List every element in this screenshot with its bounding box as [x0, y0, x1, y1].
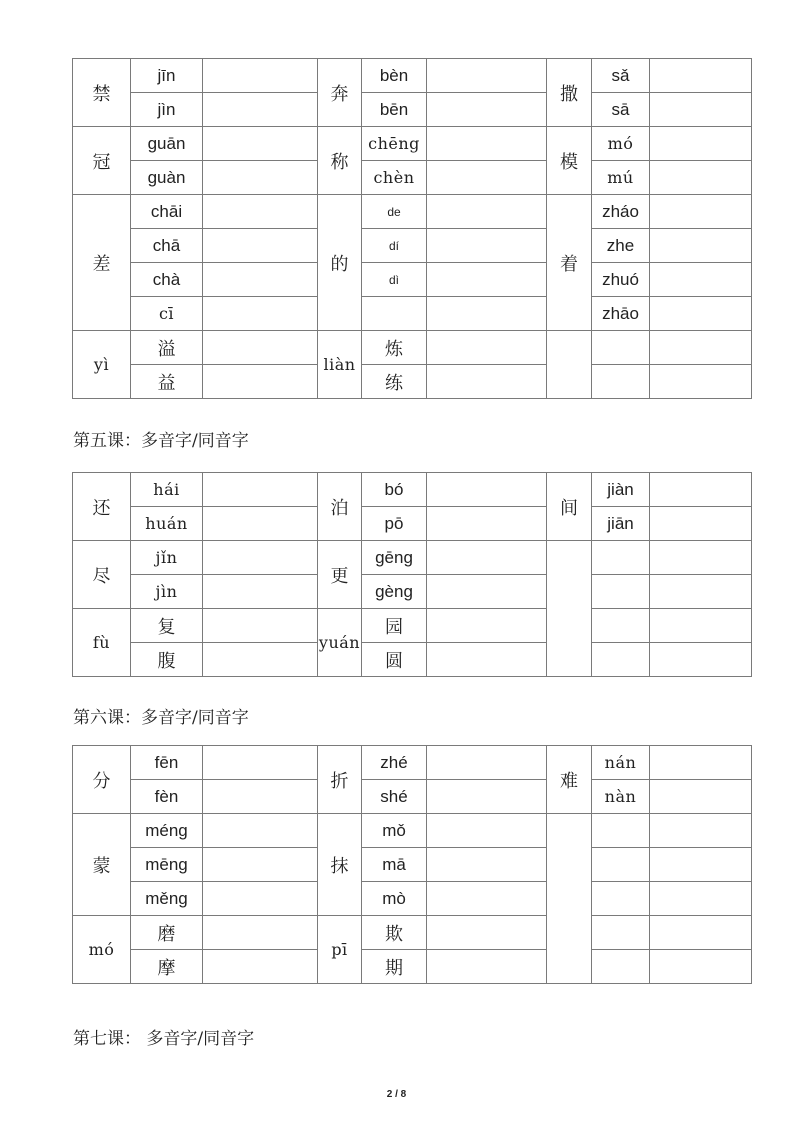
pinyin-cell: gēng — [362, 541, 427, 575]
character-cell: 腹 — [131, 643, 203, 677]
answer-blank[interactable] — [650, 365, 752, 399]
answer-blank[interactable] — [203, 93, 318, 127]
character-cell: 更 — [318, 541, 362, 609]
worksheet-table-1 — [72, 58, 752, 399]
pinyin-cell: jīn — [131, 59, 203, 93]
answer-blank[interactable] — [203, 263, 318, 297]
pinyin-cell: dì — [362, 263, 427, 297]
character-cell: 练 — [362, 365, 427, 399]
answer-blank[interactable] — [427, 473, 547, 507]
character-cell: 折 — [318, 746, 362, 814]
answer-blank[interactable] — [427, 93, 547, 127]
answer-blank[interactable] — [427, 916, 547, 950]
answer-blank[interactable] — [427, 848, 547, 882]
pinyin-cell: chèn — [362, 161, 427, 195]
pinyin-cell: méng — [131, 814, 203, 848]
pinyin-cell: sǎ — [592, 59, 650, 93]
character-cell: 还 — [73, 473, 131, 541]
answer-blank[interactable] — [650, 882, 752, 916]
pinyin-cell: mó — [592, 127, 650, 161]
answer-blank[interactable] — [203, 575, 318, 609]
pinyin-cell: chāi — [131, 195, 203, 229]
character-cell: 炼 — [362, 331, 427, 365]
empty-cell — [547, 331, 592, 399]
answer-blank[interactable] — [650, 161, 752, 195]
character-cell: 溢 — [131, 331, 203, 365]
character-cell: 撒 — [547, 59, 592, 127]
pinyin-cell: mú — [592, 161, 650, 195]
pinyin-cell: jǐn — [131, 541, 203, 575]
pinyin-cell: zháo — [592, 195, 650, 229]
pinyin-cell: nàn — [592, 780, 650, 814]
worksheet-table-3 — [72, 745, 752, 984]
pinyin-cell: mǒ — [362, 814, 427, 848]
answer-blank[interactable] — [650, 473, 752, 507]
character-cell: 称 — [318, 127, 362, 195]
table-row — [73, 127, 752, 161]
character-cell: 禁 — [73, 59, 131, 127]
answer-blank[interactable] — [203, 127, 318, 161]
character-cell: 圆 — [362, 643, 427, 677]
pinyin-cell: jìn — [131, 93, 203, 127]
answer-blank[interactable] — [427, 331, 547, 365]
lesson-5-heading: 第五课：多音字/同音字 — [73, 431, 249, 451]
lesson-7-heading: 第七课： 多音字/同音字 — [73, 1029, 255, 1049]
answer-blank[interactable] — [203, 541, 318, 575]
pinyin-cell: mēng — [131, 848, 203, 882]
answer-blank[interactable] — [427, 263, 547, 297]
empty-cell — [592, 882, 650, 916]
empty-cell — [592, 950, 650, 984]
answer-blank[interactable] — [427, 541, 547, 575]
answer-blank[interactable] — [650, 848, 752, 882]
pinyin-cell: cī — [131, 297, 203, 331]
pinyin-group-cell: liàn — [318, 331, 362, 399]
empty-cell — [592, 916, 650, 950]
answer-blank[interactable] — [203, 161, 318, 195]
pinyin-cell: hái — [131, 473, 203, 507]
answer-blank[interactable] — [650, 263, 752, 297]
answer-blank[interactable] — [427, 127, 547, 161]
character-cell: 难 — [547, 746, 592, 814]
pinyin-group-cell: yì — [73, 331, 131, 399]
character-cell: 模 — [547, 127, 592, 195]
answer-blank[interactable] — [203, 229, 318, 263]
pinyin-group-cell: yuán — [318, 609, 362, 677]
table-row — [73, 473, 752, 507]
pinyin-cell: chā — [131, 229, 203, 263]
pinyin-group-cell: fù — [73, 609, 131, 677]
pinyin-cell: zhé — [362, 746, 427, 780]
pinyin-cell: sā — [592, 93, 650, 127]
table-row — [73, 263, 752, 297]
pinyin-cell: dí — [362, 229, 427, 263]
pinyin-cell: chà — [131, 263, 203, 297]
answer-blank[interactable] — [650, 575, 752, 609]
answer-blank[interactable] — [203, 365, 318, 399]
table-row — [73, 746, 752, 780]
character-cell: 奔 — [318, 59, 362, 127]
table-row — [73, 882, 752, 916]
pinyin-cell: jìn — [131, 575, 203, 609]
answer-blank[interactable] — [650, 746, 752, 780]
character-cell: 着 — [547, 195, 592, 331]
answer-blank[interactable] — [203, 814, 318, 848]
answer-blank[interactable] — [203, 848, 318, 882]
answer-blank[interactable] — [427, 746, 547, 780]
pinyin-group-cell: mó — [73, 916, 131, 984]
answer-blank[interactable] — [427, 365, 547, 399]
empty-cell — [592, 365, 650, 399]
table-row — [73, 331, 752, 365]
empty-cell — [592, 541, 650, 575]
answer-blank[interactable] — [650, 814, 752, 848]
answer-blank[interactable] — [203, 916, 318, 950]
pinyin-cell: de — [362, 195, 427, 229]
answer-blank[interactable] — [650, 916, 752, 950]
table-row — [73, 780, 752, 814]
pinyin-cell: fēn — [131, 746, 203, 780]
answer-blank[interactable] — [427, 195, 547, 229]
character-cell: 摩 — [131, 950, 203, 984]
pinyin-cell: zhāo — [592, 297, 650, 331]
answer-blank[interactable] — [650, 331, 752, 365]
answer-blank[interactable] — [650, 780, 752, 814]
pinyin-cell: nán — [592, 746, 650, 780]
pinyin-cell: gèng — [362, 575, 427, 609]
table-row — [73, 541, 752, 575]
table-row — [73, 365, 752, 399]
pinyin-cell: zhe — [592, 229, 650, 263]
table-row — [73, 297, 752, 331]
answer-blank[interactable] — [650, 609, 752, 643]
character-cell: 蒙 — [73, 814, 131, 916]
empty-cell — [547, 814, 592, 984]
answer-blank[interactable] — [203, 746, 318, 780]
pinyin-cell: jiān — [592, 507, 650, 541]
answer-blank[interactable] — [650, 541, 752, 575]
worksheet-table-2 — [72, 472, 752, 677]
answer-blank[interactable] — [427, 229, 547, 263]
answer-blank[interactable] — [203, 609, 318, 643]
pinyin-cell: chēng — [362, 127, 427, 161]
character-cell: 园 — [362, 609, 427, 643]
answer-blank[interactable] — [203, 507, 318, 541]
pinyin-cell: pō — [362, 507, 427, 541]
answer-blank[interactable] — [427, 780, 547, 814]
answer-blank[interactable] — [427, 950, 547, 984]
answer-blank[interactable] — [427, 643, 547, 677]
answer-blank[interactable] — [650, 950, 752, 984]
answer-blank[interactable] — [203, 473, 318, 507]
character-cell: 尽 — [73, 541, 131, 609]
table-row — [73, 848, 752, 882]
page-number: 2 / 8 — [386, 1089, 407, 1100]
answer-blank[interactable] — [427, 59, 547, 93]
empty-cell — [592, 575, 650, 609]
pinyin-cell: měng — [131, 882, 203, 916]
pinyin-cell: bó — [362, 473, 427, 507]
pinyin-cell: fèn — [131, 780, 203, 814]
answer-blank[interactable] — [650, 127, 752, 161]
pinyin-cell: shé — [362, 780, 427, 814]
answer-blank[interactable] — [203, 297, 318, 331]
answer-blank[interactable] — [203, 331, 318, 365]
answer-blank[interactable] — [650, 507, 752, 541]
character-cell: 的 — [318, 195, 362, 331]
empty-cell — [592, 848, 650, 882]
table-row — [73, 950, 752, 984]
answer-blank[interactable] — [203, 59, 318, 93]
character-cell: 差 — [73, 195, 131, 331]
lesson-6-heading: 第六课：多音字/同音字 — [73, 708, 249, 728]
pinyin-cell: zhuó — [592, 263, 650, 297]
character-cell: 磨 — [131, 916, 203, 950]
character-cell: 分 — [73, 746, 131, 814]
pinyin-cell: jiàn — [592, 473, 650, 507]
pinyin-cell: guàn — [131, 161, 203, 195]
answer-blank[interactable] — [427, 882, 547, 916]
character-cell: 复 — [131, 609, 203, 643]
answer-blank[interactable] — [650, 59, 752, 93]
character-cell: 抹 — [318, 814, 362, 916]
answer-blank[interactable] — [427, 161, 547, 195]
character-cell: 间 — [547, 473, 592, 541]
empty-cell — [362, 297, 427, 331]
answer-blank[interactable] — [427, 507, 547, 541]
answer-blank[interactable] — [650, 643, 752, 677]
answer-blank[interactable] — [427, 575, 547, 609]
pinyin-cell: bèn — [362, 59, 427, 93]
answer-blank[interactable] — [650, 93, 752, 127]
empty-cell — [592, 643, 650, 677]
pinyin-cell: mā — [362, 848, 427, 882]
answer-blank[interactable] — [203, 643, 318, 677]
answer-blank[interactable] — [427, 814, 547, 848]
answer-blank[interactable] — [203, 780, 318, 814]
table-row — [73, 575, 752, 609]
character-cell: 益 — [131, 365, 203, 399]
answer-blank[interactable] — [203, 882, 318, 916]
table-row — [73, 643, 752, 677]
table-row — [73, 507, 752, 541]
answer-blank[interactable] — [203, 195, 318, 229]
empty-cell — [592, 609, 650, 643]
pinyin-cell: huán — [131, 507, 203, 541]
character-cell: 冠 — [73, 127, 131, 195]
pinyin-cell: bēn — [362, 93, 427, 127]
empty-cell — [592, 814, 650, 848]
answer-blank[interactable] — [427, 609, 547, 643]
table-row — [73, 814, 752, 848]
answer-blank[interactable] — [650, 297, 752, 331]
table-row — [73, 609, 752, 643]
pinyin-cell: guān — [131, 127, 203, 161]
table-row — [73, 93, 752, 127]
character-cell: 泊 — [318, 473, 362, 541]
empty-cell — [592, 331, 650, 365]
table-row — [73, 916, 752, 950]
table-row — [73, 229, 752, 263]
table-row — [73, 59, 752, 93]
table-row — [73, 195, 752, 229]
empty-cell — [547, 541, 592, 677]
answer-blank[interactable] — [203, 950, 318, 984]
pinyin-group-cell: pī — [318, 916, 362, 984]
answer-blank[interactable] — [650, 195, 752, 229]
character-cell: 欺 — [362, 916, 427, 950]
table-row — [73, 161, 752, 195]
character-cell: 期 — [362, 950, 427, 984]
pinyin-cell: mò — [362, 882, 427, 916]
answer-blank[interactable] — [650, 229, 752, 263]
answer-blank[interactable] — [427, 297, 547, 331]
